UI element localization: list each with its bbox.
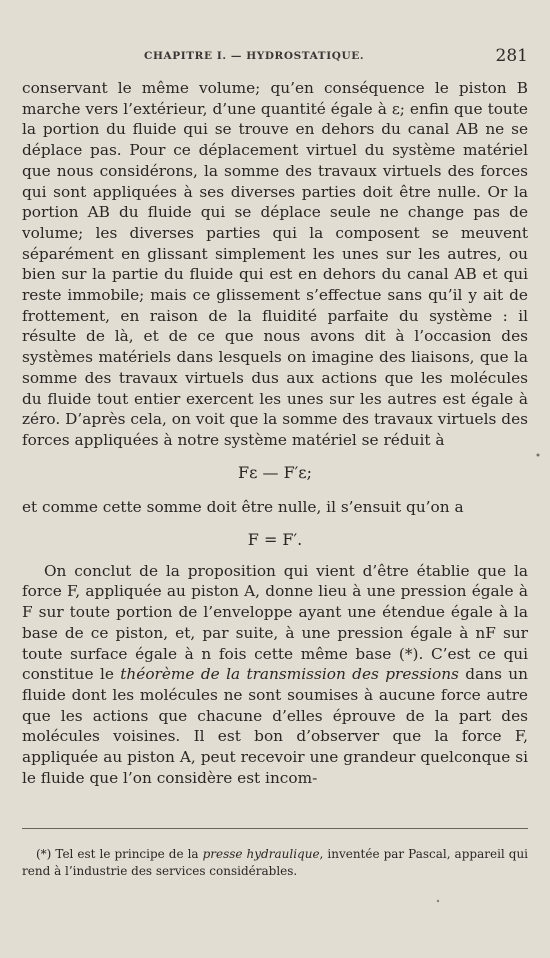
paragraph-3 <box>22 561 528 789</box>
footnote-rule <box>22 828 528 829</box>
paragraph-2: et comme cette somme doit être nulle, il s’ensuit qu’on a <box>22 498 464 517</box>
paragraph-3-part-a: On conclut de la proposition qui vient d’être établie que la force F, appliquée au piston A, donne lieu à une pression égale à F sur toute portion de l’enveloppe ayant une étendue égale à la base de ce piston, et, par suite, à une pression égale à nF sur toute surface égale à n fois cette même base (*). C’est ce qui constitue le <box>22 561 528 684</box>
running-title: CHAPITRE I. — HYDROSTATIQUE. <box>144 50 365 62</box>
page-number: 281 <box>495 46 528 66</box>
paragraph-1: conservant le même volume; qu’en conséquence le piston B marche vers l’extérieur, d’une quantité égale à ε; enfin que toute la portion du fluide qui se trouve en dehors du canal AB ne se déplace pas. Pour ce déplacement virtuel du système matériel que nous considérons, la somme des travaux virtuels des forces qui sont appliquées à ses diverses parties doit être nulle. Or la portion AB du fluide qui se déplace seule ne change pas de volume; les diverses parties qui la composent se meuvent séparément en glissant simplement les unes sur les autres, ou bien sur la partie du fluide qui est en dehors du canal AB et qui reste immobile; mais ce glissement s’effectue sans qu’il y ait de frottement, en raison de la fluidité parfaite du système : il résulte de là, et de ce que nous avons dit à l’occasion des systèmes matériels dans lesquels on imagine des liaisons, que la somme des travaux virtuels dus aux actions que les molécules du fluide tout entier exercent les unes sur les autres est égale à zéro. D’après cela, on voit que la somme des travaux virtuels des forces appliquées à notre système matériel se réduit à <box>22 79 528 449</box>
formula-work-sum: Fε — F′ε; <box>238 462 312 482</box>
footnote <box>22 846 528 880</box>
body-text <box>22 78 528 789</box>
footnote-part-b: , inventée par Pascal, appareil qui rend à l’industrie des services considérables. <box>22 847 529 878</box>
formula-equality: F = F′. <box>247 530 303 550</box>
paragraph-3-part-b: dans un fluide dont les molécules ne sont soumises à aucune force autre que les actions que chacune d’elles éprouve de la part des molécules voisines. Il est bon d’observer que la force F, appliquée au piston A, peut recevoir une grandeur quelconque si le fluide que l’on considère est incom- <box>22 665 528 787</box>
footnote-part-a: (*) Tel est le principe de la <box>36 847 203 861</box>
footnote-emphasis: presse hydraulique <box>202 847 320 861</box>
running-head <box>22 46 528 68</box>
theorem-name: théorème de la transmission des pressions <box>120 665 459 684</box>
